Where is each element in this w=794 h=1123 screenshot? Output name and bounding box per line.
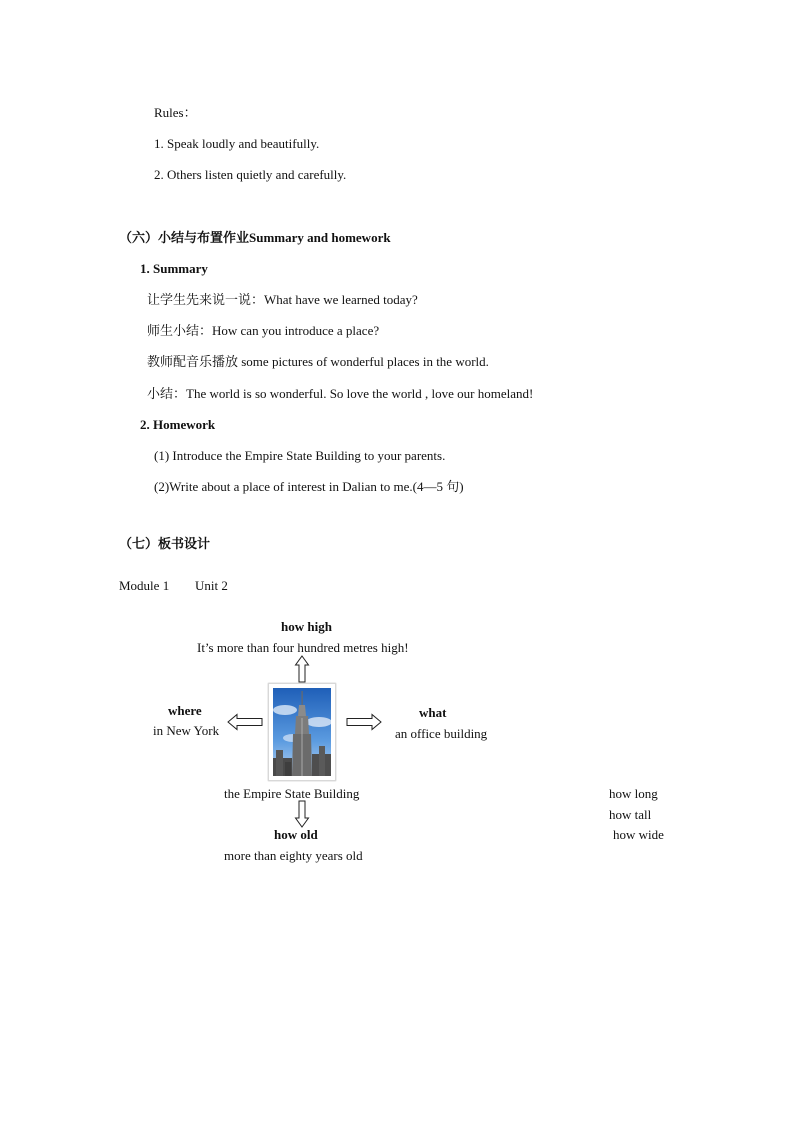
side-word-how-long: how long <box>609 786 658 801</box>
how-old-label: how old <box>274 827 318 842</box>
empire-state-building-photo <box>268 683 336 781</box>
homework-line-2: (2)Write about a place of interest in Dalian to me.(4—5 句) <box>154 479 464 494</box>
side-word-how-tall: how tall <box>609 807 652 822</box>
homework-title: 2. Homework <box>140 417 216 432</box>
how-high-label: how high <box>281 619 332 634</box>
homework-line-1: (1) Introduce the Empire State Building to your parents. <box>154 448 446 463</box>
rule-item-2: 2. Others listen quietly and carefully. <box>154 167 347 182</box>
rule-item-1: 1. Speak loudly and beautifully. <box>154 136 320 151</box>
where-answer: in New York <box>153 723 220 738</box>
side-word-how-wide: how wide <box>613 827 664 842</box>
arrow-down-icon <box>294 800 310 828</box>
rules-title: Rules： <box>154 105 197 120</box>
where-label: where <box>168 703 202 718</box>
how-old-answer: more than eighty years old <box>224 848 363 863</box>
summary-line-3: 教师配音乐播放 some pictures of wonderful places in the world. <box>147 354 489 369</box>
empire-state-building-caption: the Empire State Building <box>224 786 360 801</box>
summary-title: 1. Summary <box>140 261 208 276</box>
arrow-left-icon <box>227 713 263 731</box>
what-answer: an office building <box>395 726 488 741</box>
summary-line-1: 让学生先来说一说：What have we learned today? <box>147 292 418 307</box>
summary-homework-heading: （六）小结与布置作业Summary and homework <box>119 230 391 245</box>
arrow-up-icon <box>294 655 310 683</box>
arrow-right-icon <box>346 713 382 731</box>
summary-line-2: 师生小结：How can you introduce a place? <box>147 323 380 338</box>
what-label: what <box>419 705 447 720</box>
module-label: Module 1 <box>119 578 170 593</box>
how-high-answer: It’s more than four hundred metres high! <box>197 640 409 655</box>
summary-line-4: 小结：The world is so wonderful. So love the world , love our homeland! <box>147 386 534 401</box>
unit-label: Unit 2 <box>195 578 228 593</box>
board-design-heading: （七）板书设计 <box>119 536 211 551</box>
